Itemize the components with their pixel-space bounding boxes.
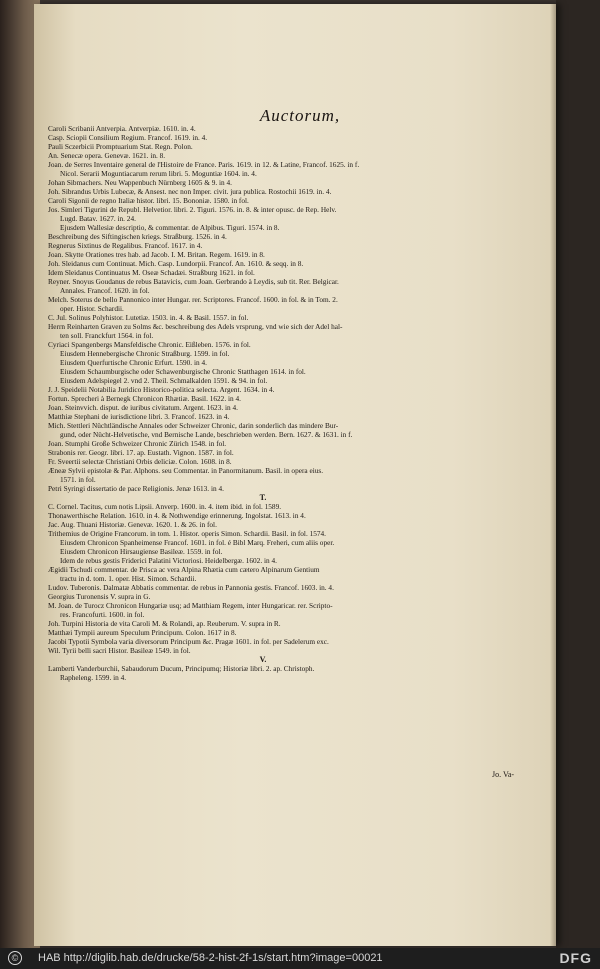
page-heading: Auctorum, — [259, 106, 341, 125]
bibliography-entry: Jac. Aug. Thuani Historiæ. Genevæ. 1620. 1. & 26. in fol. — [48, 520, 217, 529]
bibliography-entry: C. Jul. Solinus Polyhistor. Lutetiæ. 1503. in. 4. & Basil. 1557. in fol. — [48, 313, 249, 322]
bibliography-entry: Johan Sibmachers. Neu Wappenbuch Nürnberg 1605 & 9. in 4. — [48, 178, 232, 187]
bibliography-entry: Caroli Scribanii Antverpia. Antverpiæ. 1610. in. 4. — [48, 124, 196, 133]
bibliography-entry: Casp. Sciopii Consilium Regium. Francof. 1619. in. 4. — [48, 133, 208, 142]
bibliography-entry: Joan. Stumphi Große Schweizer Chronic Zürich 1548. in fol. — [48, 439, 227, 448]
bibliography-entry: Joh. Sleidanus cum Continuat. Mich. Casp. Lundorpii. Francof. An. 1610. & seqq. in 8. — [48, 259, 304, 268]
bibliography-entry: C. Cornel. Tacitus, cum notis Lipsii. Anverp. 1600. in. 4. item ibid. in fol. 1589. — [48, 502, 282, 511]
bibliography-entry: Joh. Turpini Historia de vita Caroli M. & Rolandi, ap. Reuberum. V. supra in R. — [48, 619, 281, 628]
bibliography-entry: Eiusdem Querfurtische Chronic Erfurt. 1590. in 4. — [60, 358, 207, 367]
bibliography-entry: Joan. Skytte Orationes tres hab. ad Jacob. I. M. Britan. Regem. 1619. in 8. — [48, 250, 265, 259]
bibliography-entry: Reyner. Snoyus Goudanus de rebus Batavicis, cum Joan. Gerbrando à Leydis, sub tit. Rer. Belgicar. — [48, 277, 339, 286]
bibliography-entry: Beschreibung des Siftingischen kriegs. Straßburg. 1526. in 4. — [48, 232, 227, 241]
bibliography-entry: Eiusdem Schaumburgische oder Schawenburgische Chronic Statthagen 1614. in fol. — [60, 367, 306, 376]
bibliography-entry: Matthæi Tympii aureum Speculum Principum. Colon. 1617 in 8. — [48, 628, 237, 637]
bibliography-list — [48, 124, 538, 682]
bibliography-entry: Eiusdem Chronicon Hirsaugiense Basileæ. 1559. in fol. — [60, 547, 223, 556]
bibliography-entry: M. Joan. de Turocz Chronicon Hungariæ usq; ad Matthiam Regem, inter Hungaricar. rer. Scripto- — [48, 601, 333, 610]
bibliography-entry: Caroli Sigonii de regno Italiæ histor. libri. 15. Bononiæ. 1580. in fol. — [48, 196, 249, 205]
bibliography-entry: Idem Sleidanus Continuatus M. Oseæ Schadæi. Straßburg 1621. in fol. — [48, 268, 255, 277]
bibliography-entry: Regnerus Sixtinus de Regalibus. Francof. 1617. in 4. — [48, 241, 203, 250]
bibliography-entry: Ægidii Tschudi commentar. de Prisca ac vera Alpina Rhætia cum cætero Alpinarum Gentium — [48, 565, 320, 574]
bibliography-entry: Jos. Simleri Tigurini de Republ. Helvetior. libri. 2. Tiguri. 1576. in. 8. & inter opusc. de Rep. Helv. — [48, 205, 337, 214]
bibliography-entry: Lamberti Vanderburchii, Sabaudorum Ducum, Principumq; Historiæ libri. 2. ap. Christoph. — [48, 664, 315, 673]
bibliography-entry: Eiusdem Adelspiegel 2. vnd 2. Theil. Schmalkalden 1591. & 94. in fol. — [60, 376, 268, 385]
bibliography-entry: Georgius Turonensis V. supra in G. — [48, 592, 151, 601]
bibliography-entry: Joan. Steinvvich. disput. de iuribus civitatum. Argent. 1623. in 4. — [48, 403, 238, 412]
background-right — [556, 0, 600, 948]
bibliography-entry: ten soll. Franckfurt 1564. in fol. — [60, 331, 154, 340]
dfg-logo: DFG — [559, 950, 592, 966]
bibliography-entry: Herrn Reinharten Graven zu Solms &c. beschreibung des Adels vrsprung, vnd wie sich der Adel hal- — [48, 322, 343, 331]
section-letter: V. — [259, 655, 267, 664]
bibliography-entry: Pauli Sczerbicii Promptuarium Stat. Regn. Polon. — [48, 142, 193, 151]
bibliography-entry: Ludov. Tuberonis. Dalmatæ Abbatis commentar. de rebus in Pannonia gestis. Francof. 1603. in. 4. — [48, 583, 334, 592]
copyright-icon: © — [8, 951, 22, 965]
bibliography-entry: Wil. Tyrii belli sacri Histor. Basileæ 1549. in fol. — [48, 646, 191, 655]
bibliography-entry: Jacobi Typotii Symbola varia diversorum Principum &c. Pragæ 1601. in fol. per Sadelerum exc. — [48, 637, 329, 646]
bibliography-entry: Idem de rebus gestis Friderici Palatini Victoriosi. Heidelbergæ. 1602. in 4. — [60, 556, 277, 565]
bibliography-entry: Rapheleng. 1599. in 4. — [60, 673, 127, 682]
bibliography-entry: Annales. Francof. 1620. in fol. — [60, 286, 150, 295]
bibliography-entry: tractu in d. tom. 1. oper. Hist. Simon. Schardii. — [60, 574, 197, 583]
bibliography-entry: Eiusdem Hennebergische Chronic Straßburg. 1599. in fol. — [60, 349, 230, 358]
bibliography-entry: Nicol. Serarii Moguntiacarum rerum libri. 5. Moguntiæ 1604. in. 4. — [60, 169, 257, 178]
bibliography-entry: Matthiæ Stephani de iurisdictione libri. 3. Francof. 1623. in 4. — [48, 412, 230, 421]
bibliography-entry: Eiusdem Chronicon Spanheimense Francof. 1601. in fol. é Bibl Marq. Freheri, cum aliis oper. — [60, 538, 335, 547]
bibliography-entry: Strabonis rer. Geogr. libri. 17. ap. Eustath. Vignon. 1587. in fol. — [48, 448, 234, 457]
bibliography-entry: Fortun. Sprecheri à Bernegk Chronicon Rhætiæ. Basil. 1622. in 4. — [48, 394, 241, 403]
bibliography-entry: Lugd. Batav. 1627. in. 24. — [60, 214, 136, 223]
bibliography-entry: Fr. Sveertii selectæ Christiani Orbis deliciæ. Colon. 1608. in 8. — [48, 457, 232, 466]
catchword: Jo. Va- — [492, 770, 515, 779]
bibliography-entry: Ejusdem Wallesiæ descriptio, & commentar. de Alpibus. Tiguri. 1574. in 8. — [60, 223, 280, 232]
bibliography-entry: 1571. in fol. — [60, 475, 96, 484]
bibliography-entry: res. Francofurti. 1600. in fol. — [60, 610, 145, 619]
bibliography-entry: Joh. Sibrandus Urbis Lubecæ, & Ansest. nec non Imper. civit. jura publica. Rostochii 1619. in. 4. — [48, 187, 332, 196]
bibliography-entry: Trithemius de Origine Francorum. in tom. 1. Histor. operis Simon. Schardii. Basil. in fol. 1574. — [48, 529, 327, 538]
bibliography-entry: Melch. Soterus de bello Pannonico inter Hungar. rer. Scriptores. Francof. 1600. in fol. & in Tom. 2. — [48, 295, 338, 304]
bibliography-entry: Petri Syringi dissertatio de pace Religionis. Jenæ 1613. in 4. — [48, 484, 224, 493]
bibliography-entry: J. J. Speidelii Notabilia Juridico Historico-politica selecta. Argent. 1634. in 4. — [48, 385, 275, 394]
source-url[interactable]: HAB http://diglib.hab.de/drucke/58-2-hist-2f-1s/start.htm?image=00021 — [38, 952, 383, 964]
bibliography-entry: gund, oder Nücht-Helvetische, vnd Bernische Lande, beschrieben werden. Bern. 1627. & 1631. in f. — [60, 430, 353, 439]
bibliography-entry: Cyriaci Spangenbergs Mansfeldische Chronic. Eißleben. 1576. in fol. — [48, 340, 251, 349]
bibliography-entry: An. Senecæ opera. Genevæ. 1621. in. 8. — [48, 151, 166, 160]
viewer-footer — [0, 948, 600, 969]
bibliography-entry: Thonawerthische Relation. 1610. in 4. & Nothwendige erinnerung. Ingolstat. 1613. in 4. — [48, 511, 306, 520]
bibliography-entry: oper. Histor. Schardii. — [60, 304, 124, 313]
section-letter: T. — [259, 493, 267, 502]
bibliography-entry: Æneæ Sylvii epistolæ & Par. Alphons. seu Commentar. in Panormitanum. Basil. in opera eius. — [48, 466, 324, 475]
bibliography-entry: Mich. Stettleri Nüchtländische Annales oder Schweizer Chronic, darin sonderlich das mindere Bur- — [48, 421, 339, 430]
bibliography-entry: Joan. de Serres Inventaire general de l'Histoire de France. Paris. 1619. in 12. & Latine, Francof. 1625. in f. — [48, 160, 360, 169]
